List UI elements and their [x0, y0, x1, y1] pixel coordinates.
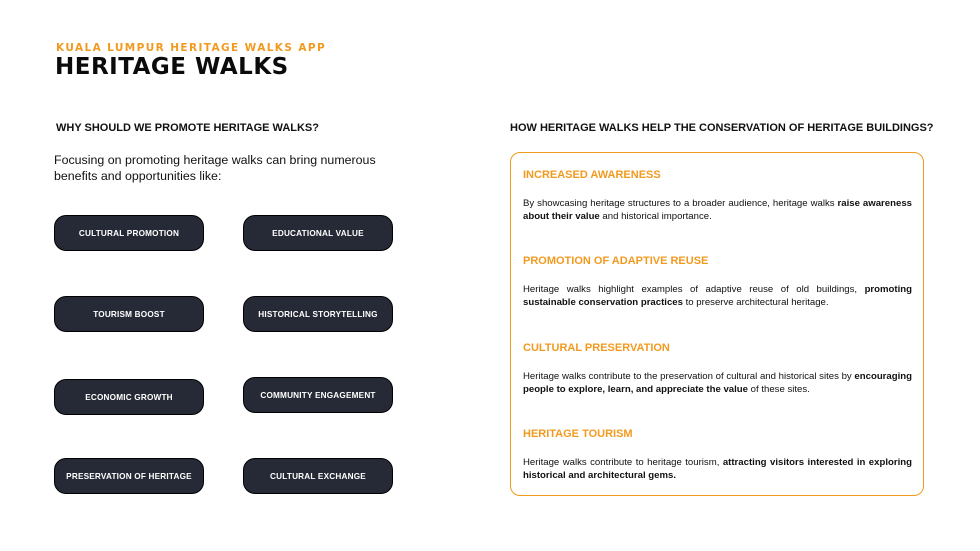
- section-title: INCREASED AWARENESS: [523, 169, 661, 181]
- benefit-community-engagement[interactable]: COMMUNITY ENGAGEMENT: [243, 377, 393, 413]
- conservation-heading: HOW HERITAGE WALKS HELP THE CONSERVATION OF HERITAGE BUILDINGS?: [510, 122, 934, 134]
- section-promotion-of-adaptive-reuse: [523, 255, 912, 309]
- section-text: Heritage walks contribute to the preservation of cultural and historical sites by encouraging people to explore, learn, and appreciate the value of these sites.: [523, 371, 912, 395]
- benefit-preservation-of-heritage[interactable]: PRESERVATION OF HERITAGE: [54, 458, 204, 494]
- section-text: By showcasing heritage structures to a broader audience, heritage walks raise awareness about their value and historical importance.: [523, 198, 912, 222]
- section-title: CULTURAL PRESERVATION: [523, 342, 670, 354]
- benefit-economic-growth[interactable]: ECONOMIC GROWTH: [54, 379, 204, 415]
- section-text: Heritage walks contribute to heritage tourism, attracting visitors interested in exploring historical and architectural gems.: [523, 457, 912, 481]
- section-title: HERITAGE TOURISM: [523, 428, 633, 440]
- benefit-historical-storytelling[interactable]: HISTORICAL STORYTELLING: [243, 296, 393, 332]
- benefits-intro: Focusing on promoting heritage walks can bring numerous benefits and opportunities like:: [54, 153, 376, 183]
- section-increased-awareness: [523, 169, 912, 223]
- benefit-educational-value[interactable]: EDUCATIONAL VALUE: [243, 215, 393, 251]
- benefits-heading: WHY SHOULD WE PROMOTE HERITAGE WALKS?: [56, 122, 319, 134]
- section-cultural-preservation: [523, 342, 912, 396]
- page-title: HERITAGE WALKS: [55, 54, 289, 80]
- conservation-panel: [510, 152, 924, 496]
- benefit-tourism-boost[interactable]: TOURISM BOOST: [54, 296, 204, 332]
- benefit-cultural-promotion[interactable]: CULTURAL PROMOTION: [54, 215, 204, 251]
- section-text: Heritage walks highlight examples of adaptive reuse of old buildings, promoting sustainable conservation practices to preserve architectural heritage.: [523, 284, 912, 308]
- app-kicker: KUALA LUMPUR HERITAGE WALKS APP: [56, 42, 327, 54]
- section-title: PROMOTION OF ADAPTIVE REUSE: [523, 255, 709, 267]
- benefit-cultural-exchange[interactable]: CULTURAL EXCHANGE: [243, 458, 393, 494]
- section-heritage-tourism: [523, 428, 912, 482]
